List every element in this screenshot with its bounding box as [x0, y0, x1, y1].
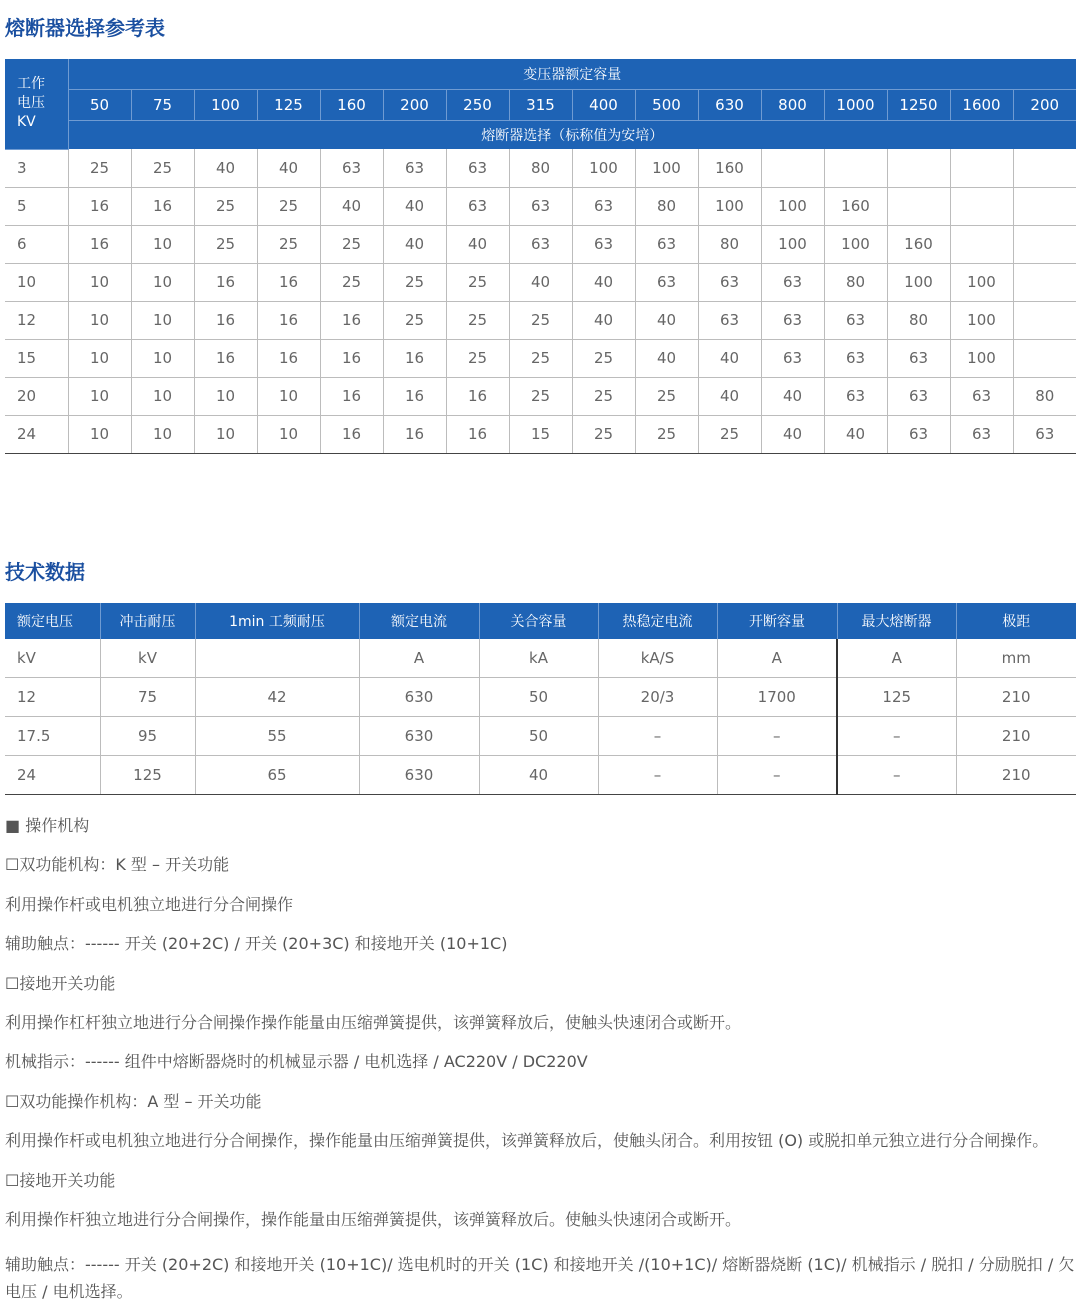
fuse-rating-cell: 16 — [131, 187, 194, 225]
fuse-rating-cell: 63 — [635, 225, 698, 263]
tech-data-table — [5, 603, 1076, 795]
fuse-rating-cell: 16 — [194, 339, 257, 377]
fuse-rating-cell — [1013, 187, 1076, 225]
fuse-rating-cell: 16 — [257, 301, 320, 339]
fuse-rating-cell: 25 — [509, 377, 572, 415]
fuse-rating-cell: 16 — [68, 187, 131, 225]
table-row — [5, 301, 1076, 339]
fuse-rating-cell: 10 — [257, 415, 320, 453]
capacity-value: 500 — [635, 90, 698, 121]
fuse-rating-cell — [950, 149, 1013, 187]
fuse-rating-cell: 40 — [824, 415, 887, 453]
fuse-rating-cell: 100 — [950, 339, 1013, 377]
fuse-rating-cell: 10 — [131, 301, 194, 339]
capacity-value: 315 — [509, 90, 572, 121]
fuse-rating-cell: 10 — [131, 225, 194, 263]
fuse-rating-cell: 63 — [1013, 415, 1076, 453]
fuse-rating-cell: 25 — [68, 149, 131, 187]
table-row — [5, 225, 1076, 263]
fuse-rating-cell — [824, 149, 887, 187]
fuse-rating-cell: 63 — [761, 339, 824, 377]
capacity-value: 1250 — [887, 90, 950, 121]
fuse-rating-cell: 16 — [320, 377, 383, 415]
fuse-rating-cell — [1013, 149, 1076, 187]
note-line: 辅助触点：------ 开关 (20+2C) 和接地开关 (10+1C)/ 选电机时的开关 (1C) 和接地开关 /(10+1C)/ 熔断器烧断 (1C)/ 机械指示 / 脱扣 / 分励脱扣 / 欠电压 / 电机选择。 — [5, 1255, 1075, 1302]
fuse-rating-cell: 100 — [761, 187, 824, 225]
fuse-rating-cell: 80 — [824, 263, 887, 301]
capacity-value: 160 — [320, 90, 383, 121]
voltage-cell: 20 — [5, 377, 68, 415]
note-line: 利用操作杆或电机独立地进行分合闸操作 — [5, 894, 294, 914]
table-cell: – — [837, 717, 956, 756]
table-cell: 50 — [479, 717, 598, 756]
fuse-rating-cell: 40 — [635, 339, 698, 377]
table-cell: 40 — [479, 756, 598, 795]
fuse-rating-cell: 10 — [257, 377, 320, 415]
table-cell: 20/3 — [598, 678, 717, 717]
fuse-rating-cell: 10 — [68, 377, 131, 415]
fuse-rating-cell: 63 — [887, 377, 950, 415]
capacity-value: 50 — [68, 90, 131, 121]
table-cell: 1700 — [717, 678, 837, 717]
fuse-rating-cell: 63 — [887, 339, 950, 377]
fuse-rating-cell: 10 — [194, 377, 257, 415]
fuse-table-title: 熔断器选择参考表 — [5, 16, 165, 40]
table-row — [5, 717, 1076, 756]
fuse-rating-cell: 80 — [887, 301, 950, 339]
fuse-rating-cell — [950, 225, 1013, 263]
fuse-rating-cell: 63 — [950, 377, 1013, 415]
fuse-rating-cell: 25 — [320, 225, 383, 263]
fuse-rating-cell: 63 — [698, 263, 761, 301]
fuse-rating-cell: 10 — [68, 301, 131, 339]
fuse-rating-cell — [950, 187, 1013, 225]
fuse-rating-cell: 25 — [320, 263, 383, 301]
column-header: 热稳定电流 — [598, 603, 717, 639]
fuse-rating-cell: 100 — [950, 263, 1013, 301]
fuse-rating-cell: 63 — [446, 187, 509, 225]
table-row — [5, 149, 1076, 187]
table-row — [5, 187, 1076, 225]
fuse-rating-cell: 40 — [572, 263, 635, 301]
capacity-value: 1000 — [824, 90, 887, 121]
fuse-rating-cell: 16 — [320, 339, 383, 377]
fuse-rating-cell: 40 — [635, 301, 698, 339]
fuse-rating-cell: 40 — [761, 377, 824, 415]
fuse-rating-cell: 63 — [572, 225, 635, 263]
fuse-rating-cell: 16 — [320, 301, 383, 339]
capacity-value: 100 — [194, 90, 257, 121]
table-cell: 55 — [195, 717, 359, 756]
capacity-value: 800 — [761, 90, 824, 121]
fuse-rating-cell: 63 — [950, 415, 1013, 453]
table-row — [5, 263, 1076, 301]
fuse-rating-cell: 25 — [446, 301, 509, 339]
note-line: 利用操作杠杆独立地进行分合闸操作操作能量由压缩弹簧提供，该弹簧释放后，使触头快速闭合或断开。 — [5, 1012, 742, 1032]
fuse-rating-cell: 16 — [194, 263, 257, 301]
table-cell: 210 — [956, 756, 1076, 795]
capacity-value: 200 — [1013, 90, 1076, 121]
column-header: 极距 — [956, 603, 1076, 639]
capacity-header-row — [5, 59, 1076, 90]
fuse-rating-cell: 25 — [194, 225, 257, 263]
table-cell: kV — [5, 639, 100, 678]
fuse-rating-cell: 63 — [824, 339, 887, 377]
fuse-rating-cell: 40 — [698, 377, 761, 415]
table-cell: A — [837, 639, 956, 678]
fuse-rating-cell: 100 — [572, 149, 635, 187]
table-cell: 210 — [956, 717, 1076, 756]
fuse-rating-cell: 25 — [257, 225, 320, 263]
fuse-rating-cell — [1013, 263, 1076, 301]
fuse-rating-cell: 100 — [761, 225, 824, 263]
capacity-value: 400 — [572, 90, 635, 121]
fuse-rating-cell: 25 — [383, 301, 446, 339]
capacity-value: 75 — [131, 90, 194, 121]
table-cell: 17.5 — [5, 717, 100, 756]
table-cell: A — [359, 639, 479, 678]
capacity-value: 200 — [383, 90, 446, 121]
fuse-rating-cell — [1013, 339, 1076, 377]
operation-mechanism-notes — [5, 812, 1081, 1305]
fuse-rating-cell: 10 — [68, 339, 131, 377]
table-cell: 125 — [100, 756, 195, 795]
column-header: 关合容量 — [479, 603, 598, 639]
table-cell: mm — [956, 639, 1076, 678]
table-cell: 630 — [359, 717, 479, 756]
tech-header-row — [5, 603, 1076, 639]
fuse-rating-cell: 25 — [635, 377, 698, 415]
capacity-value: 250 — [446, 90, 509, 121]
table-cell: 75 — [100, 678, 195, 717]
fuse-rating-cell: 40 — [257, 149, 320, 187]
voltage-header: 工作 电压 KV — [5, 59, 68, 149]
capacity-value: 1600 — [950, 90, 1013, 121]
fuse-rating-cell: 63 — [635, 263, 698, 301]
voltage-cell: 10 — [5, 263, 68, 301]
table-cell: kA/S — [598, 639, 717, 678]
column-header: 额定电压 — [5, 603, 100, 639]
fuse-rating-cell: 10 — [68, 415, 131, 453]
fuse-rating-cell: 16 — [257, 263, 320, 301]
fuse-rating-cell: 25 — [572, 339, 635, 377]
selection-header: 熔断器选择（标称值为安培） — [68, 121, 1076, 150]
fuse-rating-cell: 40 — [446, 225, 509, 263]
table-cell: – — [717, 756, 837, 795]
fuse-rating-cell: 25 — [446, 263, 509, 301]
note-line: ☐双功能操作机构：A 型 – 开关功能 — [5, 1091, 262, 1111]
fuse-rating-cell: 16 — [257, 339, 320, 377]
fuse-rating-cell: 25 — [446, 339, 509, 377]
fuse-rating-cell: 16 — [320, 415, 383, 453]
capacity-value: 125 — [257, 90, 320, 121]
fuse-rating-cell: 10 — [131, 377, 194, 415]
fuse-rating-cell: 63 — [509, 187, 572, 225]
fuse-rating-cell — [1013, 225, 1076, 263]
fuse-rating-cell: 16 — [446, 377, 509, 415]
fuse-rating-cell: 16 — [68, 225, 131, 263]
fuse-rating-cell: 16 — [383, 377, 446, 415]
fuse-rating-cell: 25 — [635, 415, 698, 453]
capacity-values-row — [5, 90, 1076, 121]
fuse-rating-cell: 10 — [194, 415, 257, 453]
fuse-rating-cell: 63 — [887, 415, 950, 453]
table-cell: 210 — [956, 678, 1076, 717]
note-line: ☐接地开关功能 — [5, 973, 116, 993]
table-row — [5, 415, 1076, 453]
note-line: 辅助触点：------ 开关 (20+2C) / 开关 (20+3C) 和接地开关 (10+1C) — [5, 934, 508, 954]
column-header: 1min 工频耐压 — [195, 603, 359, 639]
table-cell: 42 — [195, 678, 359, 717]
fuse-rating-cell: 15 — [509, 415, 572, 453]
capacity-value: 630 — [698, 90, 761, 121]
fuse-rating-cell: 25 — [194, 187, 257, 225]
fuse-rating-cell: 25 — [509, 339, 572, 377]
table-cell: A — [717, 639, 837, 678]
note-line: ☐接地开关功能 — [5, 1170, 116, 1190]
note-line: 机械指示：------ 组件中熔断器烧时的机械显示器 / 电机选择 / AC220V / DC220V — [5, 1052, 588, 1072]
fuse-rating-cell: 25 — [698, 415, 761, 453]
table-cell: 50 — [479, 678, 598, 717]
fuse-rating-cell: 40 — [698, 339, 761, 377]
voltage-cell: 6 — [5, 225, 68, 263]
table-row — [5, 678, 1076, 717]
table-cell: 630 — [359, 678, 479, 717]
note-line: ■ 操作机构 — [5, 816, 90, 835]
fuse-rating-cell: 80 — [698, 225, 761, 263]
fuse-rating-cell: 16 — [383, 339, 446, 377]
fuse-rating-cell: 63 — [446, 149, 509, 187]
fuse-rating-cell: 160 — [887, 225, 950, 263]
voltage-cell: 24 — [5, 415, 68, 453]
fuse-rating-cell: 160 — [698, 149, 761, 187]
tech-data-title: 技术数据 — [5, 560, 85, 584]
fuse-rating-cell — [761, 149, 824, 187]
fuse-rating-cell: 63 — [824, 301, 887, 339]
fuse-rating-cell: 16 — [194, 301, 257, 339]
fuse-selection-table — [5, 59, 1076, 454]
column-header: 冲击耐压 — [100, 603, 195, 639]
voltage-cell: 12 — [5, 301, 68, 339]
table-cell: – — [717, 717, 837, 756]
capacity-header: 变压器额定容量 — [68, 59, 1076, 90]
table-cell: kA — [479, 639, 598, 678]
column-header: 开断容量 — [717, 603, 837, 639]
fuse-rating-cell: 25 — [131, 149, 194, 187]
note-line: 利用操作杆独立地进行分合闸操作，操作能量由压缩弹簧提供，该弹簧释放后。使触头快速闭合或断开。 — [5, 1209, 742, 1229]
fuse-rating-cell: 63 — [383, 149, 446, 187]
fuse-rating-cell: 25 — [509, 301, 572, 339]
fuse-rating-cell — [1013, 301, 1076, 339]
fuse-rating-cell: 40 — [383, 225, 446, 263]
fuse-rating-cell: 160 — [824, 187, 887, 225]
fuse-rating-cell: 80 — [509, 149, 572, 187]
fuse-rating-cell: 40 — [320, 187, 383, 225]
fuse-rating-cell: 25 — [572, 415, 635, 453]
table-cell: kV — [100, 639, 195, 678]
fuse-rating-cell: 25 — [572, 377, 635, 415]
table-cell: 24 — [5, 756, 100, 795]
table-cell: 630 — [359, 756, 479, 795]
table-cell: 125 — [837, 678, 956, 717]
table-row — [5, 639, 1076, 678]
fuse-rating-cell: 40 — [761, 415, 824, 453]
fuse-rating-cell: 40 — [509, 263, 572, 301]
fuse-rating-cell: 63 — [698, 301, 761, 339]
fuse-rating-cell: 40 — [572, 301, 635, 339]
fuse-rating-cell: 40 — [194, 149, 257, 187]
table-cell — [195, 639, 359, 678]
table-cell: – — [598, 756, 717, 795]
selection-header-row — [5, 121, 1076, 150]
voltage-cell: 5 — [5, 187, 68, 225]
table-cell: 12 — [5, 678, 100, 717]
fuse-rating-cell: 40 — [383, 187, 446, 225]
fuse-rating-cell: 16 — [446, 415, 509, 453]
fuse-rating-cell: 80 — [1013, 377, 1076, 415]
fuse-rating-cell: 63 — [761, 301, 824, 339]
table-row — [5, 339, 1076, 377]
fuse-rating-cell: 80 — [635, 187, 698, 225]
table-cell: – — [598, 717, 717, 756]
fuse-rating-cell: 100 — [950, 301, 1013, 339]
column-header: 额定电流 — [359, 603, 479, 639]
fuse-rating-cell: 25 — [257, 187, 320, 225]
note-line: ☐双功能机构：K 型 – 开关功能 — [5, 855, 230, 875]
fuse-rating-cell: 100 — [824, 225, 887, 263]
fuse-rating-cell: 63 — [509, 225, 572, 263]
fuse-rating-cell: 63 — [824, 377, 887, 415]
voltage-cell: 15 — [5, 339, 68, 377]
fuse-rating-cell — [887, 149, 950, 187]
fuse-rating-cell: 100 — [887, 263, 950, 301]
fuse-rating-cell: 10 — [131, 263, 194, 301]
table-cell: 65 — [195, 756, 359, 795]
fuse-rating-cell — [887, 187, 950, 225]
table-row — [5, 756, 1076, 795]
column-header: 最大熔断器 — [837, 603, 956, 639]
fuse-rating-cell: 10 — [131, 415, 194, 453]
table-row — [5, 377, 1076, 415]
fuse-rating-cell: 25 — [383, 263, 446, 301]
note-line: 利用操作杆或电机独立地进行分合闸操作，操作能量由压缩弹簧提供，该弹簧释放后，使触头闭合。利用按钮 (O) 或脱扣单元独立进行分合闸操作。 — [5, 1131, 1049, 1151]
voltage-cell: 3 — [5, 149, 68, 187]
fuse-rating-cell: 63 — [320, 149, 383, 187]
fuse-rating-cell: 63 — [572, 187, 635, 225]
table-cell: – — [837, 756, 956, 795]
fuse-rating-cell: 100 — [698, 187, 761, 225]
table-cell: 95 — [100, 717, 195, 756]
fuse-rating-cell: 10 — [68, 263, 131, 301]
fuse-rating-cell: 100 — [635, 149, 698, 187]
fuse-rating-cell: 16 — [383, 415, 446, 453]
fuse-rating-cell: 10 — [131, 339, 194, 377]
fuse-rating-cell: 63 — [761, 263, 824, 301]
